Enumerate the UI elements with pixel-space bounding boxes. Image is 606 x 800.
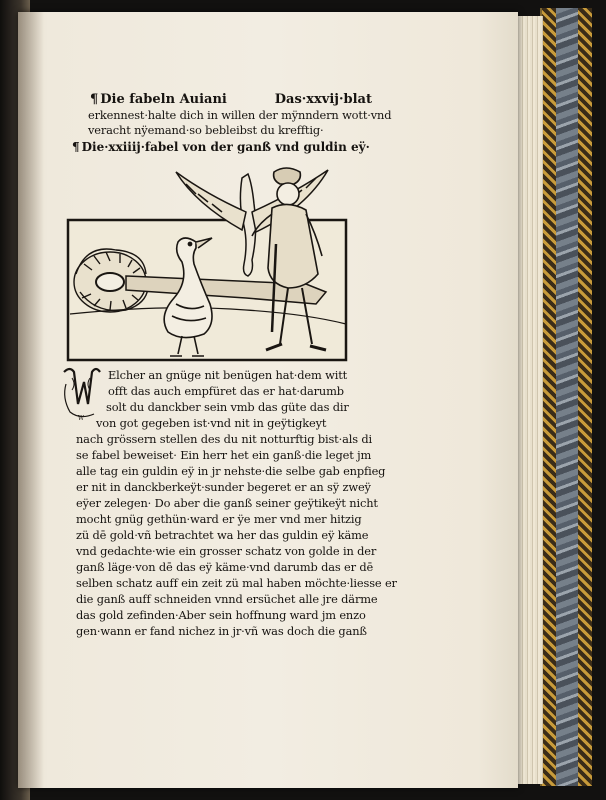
body-line-6: se fabel beweiset· Ein herr het ein ganß·die leget jm bbox=[76, 448, 372, 462]
body-line-3: solt du danckber sein vmb das güte das dir bbox=[106, 400, 349, 414]
marbled-edge bbox=[556, 8, 578, 786]
body-line-13: ganß läge·von dē das eÿ käme·vnd darumb das er dē bbox=[76, 560, 374, 574]
fable-title bbox=[72, 140, 370, 154]
drop-initial bbox=[60, 364, 102, 422]
gilt-band-left bbox=[542, 8, 556, 786]
body-line-12: vnd gedachte·wie ein grosser schatz von golde in der bbox=[76, 544, 377, 558]
body-line-15: die ganß auff schneiden vnnd ersüchet alle jre därme bbox=[76, 592, 378, 606]
body-line-16: das gold zefinden·Aber sein hoffnung ward jm enzo bbox=[76, 608, 366, 622]
body-line-14: selben schatz auff ein zeit zü mal haben möchte·liesse er bbox=[76, 576, 397, 590]
pilcrow-icon: ¶ bbox=[72, 140, 80, 154]
running-header bbox=[90, 92, 372, 107]
intro-line-1: erkennest·halte dich in willen der mÿnndern wott·vnd bbox=[88, 108, 392, 122]
body-line-11: zü dē gold·vñ betrachtet wa her das guldin eÿ käme bbox=[76, 528, 369, 542]
intro-line-2: veracht nÿemand·so bebleibst du krefftig· bbox=[88, 123, 324, 137]
body-line-5: nach grössern stellen des du nit notturftig bist·als di bbox=[76, 432, 373, 446]
body-line-8: er nit in danckberkeÿt·sunder begeret er an sÿ zweÿ bbox=[76, 480, 371, 494]
gilt-band-right bbox=[578, 8, 592, 786]
pilcrow-icon: ¶ bbox=[90, 92, 99, 107]
body-line-17: gen·wann er fand nichez in jr·vñ was doch die ganß bbox=[76, 624, 367, 638]
page-gutter-shadow bbox=[18, 12, 44, 788]
running-title-left bbox=[90, 92, 227, 107]
body-line-2: offt das auch empfüret das er hat·darumb bbox=[108, 384, 344, 398]
gilt-border bbox=[540, 8, 592, 786]
body-line-9: eÿer zelegen· Do aber die ganß seiner geÿtikeÿt nicht bbox=[76, 496, 378, 510]
drop-initial-letter: W bbox=[77, 415, 85, 422]
fable-title-text: Die·xxiiij·fabel von der ganß vnd guldin eÿ· bbox=[81, 140, 370, 154]
woodcut-illustration bbox=[66, 164, 350, 364]
body-line-1: Elcher an gnüge nit benügen hat·dem witt bbox=[108, 368, 348, 382]
body-line-7: alle tag ein guldin eÿ in jr nehste·die selbe gab enpfieg bbox=[76, 464, 386, 478]
body-line-10: mocht gnüg gethün·ward er ÿe mer vnd mer hitzig bbox=[76, 512, 362, 526]
body-line-4: von got gegeben ist·vnd nit in geÿtigkeyt bbox=[96, 416, 327, 430]
running-title-left-text: Die fabeln Auiani bbox=[100, 92, 227, 107]
running-title-right: Das·xxvij·blat bbox=[274, 92, 372, 107]
